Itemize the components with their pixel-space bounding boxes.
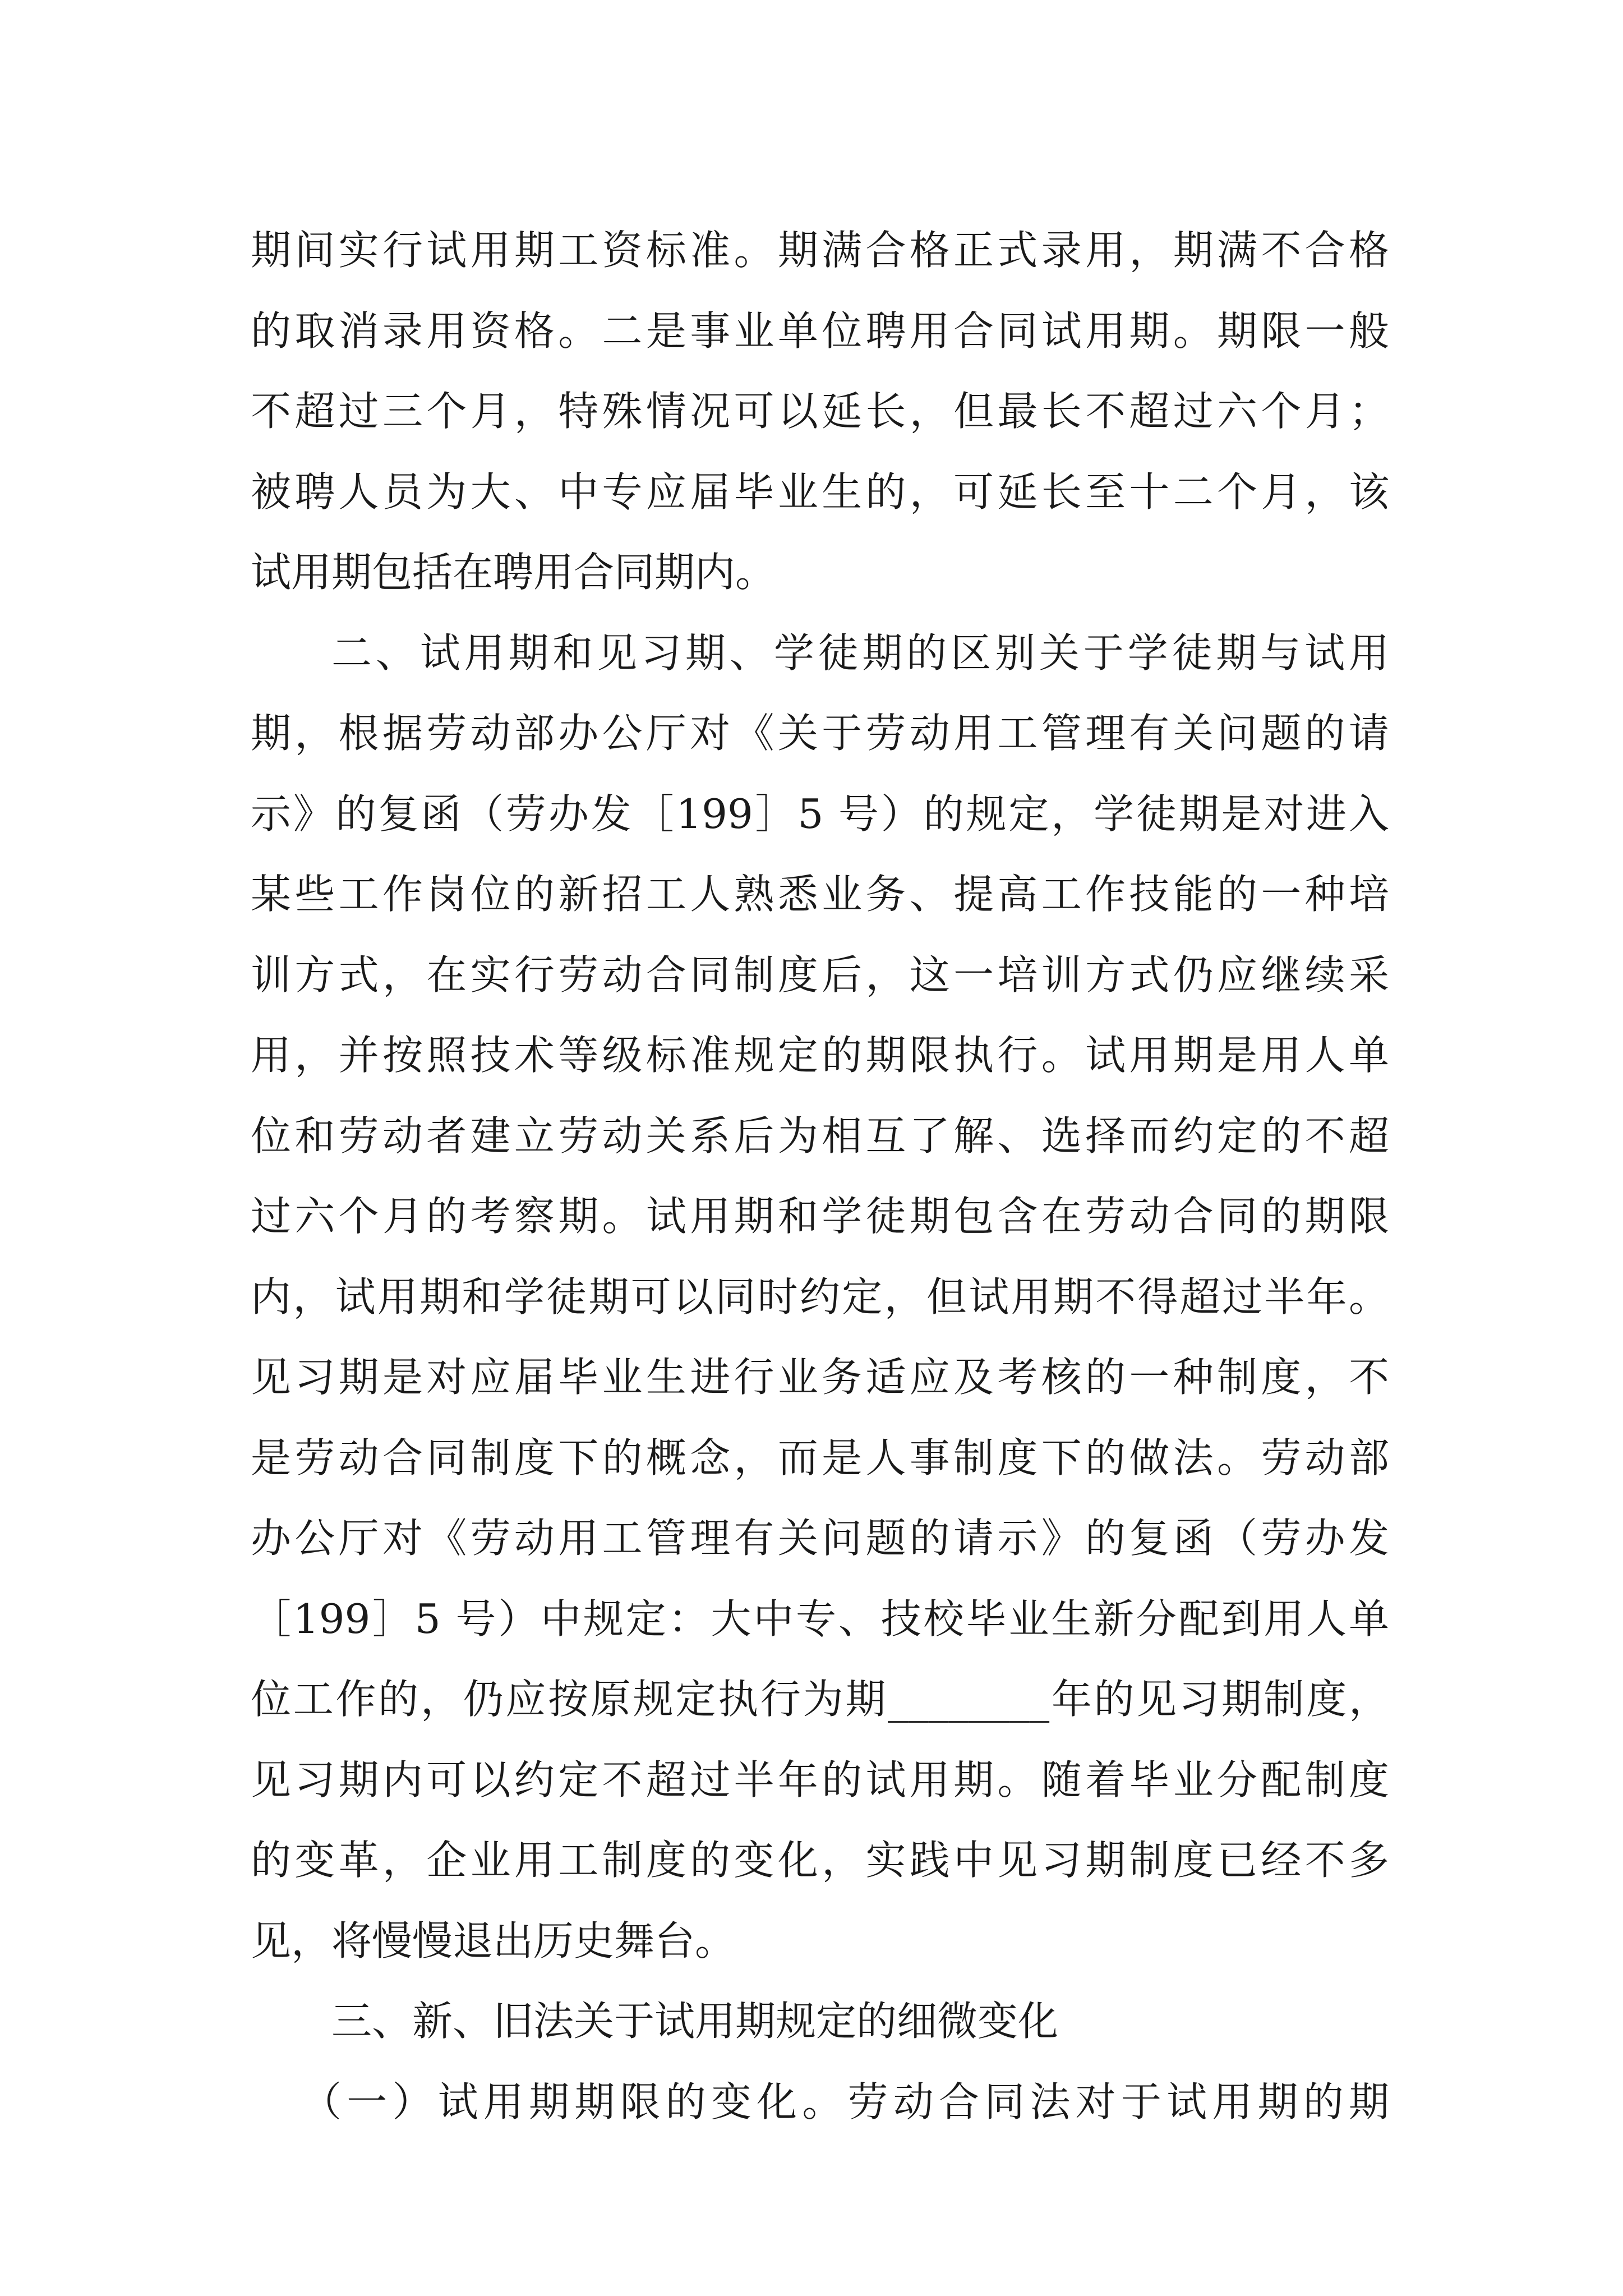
text-line: 训方式，在实行劳动合同制度后，这一培训方式仍应继续采 — [251, 951, 1389, 999]
text-line: 见习期内可以约定不超过半年的试用期。随着毕业分配制度 — [251, 1756, 1389, 1803]
text-line: 的取消录用资格。二是事业单位聘用合同试用期。期限一般 — [251, 307, 1389, 355]
text-line: 的变革，企业用工制度的变化，实践中见习期制度已经不多 — [251, 1837, 1389, 1884]
text-line: 位工作的，仍应按原规定执行为期________年的见习期制度， — [251, 1676, 1389, 1723]
text-line: 位和劳动者建立劳动关系后为相互了解、选择而约定的不超 — [251, 1112, 1389, 1159]
text-line: 试用期包括在聘用合同期内。 — [251, 549, 776, 596]
text-line: 内，试用期和学徒期可以同时约定，但试用期不得超过半年。 — [251, 1273, 1389, 1320]
text-line: 见，将慢慢退出历史舞台。 — [251, 1917, 736, 1964]
section-heading: 三、新、旧法关于试用期规定的细微变化 — [331, 1998, 1059, 2045]
text-line: 见习期是对应届毕业生进行业务适应及考核的一种制度，不 — [251, 1354, 1389, 1401]
text-line: 某些工作岗位的新招工人熟悉业务、提高工作技能的一种培 — [251, 871, 1389, 918]
text-line: 期，根据劳动部办公厅对《关于劳动用工管理有关问题的请 — [251, 710, 1389, 757]
text-line: 用，并按照技术等级标准规定的期限执行。试用期是用人单 — [251, 1032, 1389, 1079]
text-line: 过六个月的考察期。试用期和学徒期包含在劳动合同的期限 — [251, 1193, 1389, 1240]
text-line: （一）试用期期限的变化。劳动合同法对于试用期的期 — [301, 2078, 1389, 2125]
text-line: 期间实行试用期工资标准。期满合格正式录用，期满不合格 — [251, 227, 1389, 274]
text-line: 不超过三个月，特殊情况可以延长，但最长不超过六个月； — [251, 388, 1389, 435]
text-line: 示》的复函（劳办发［199］5 号）的规定，学徒期是对进入 — [251, 790, 1389, 838]
text-line: 是劳动合同制度下的概念，而是人事制度下的做法。劳动部 — [251, 1434, 1389, 1481]
text-line: 办公厅对《劳动用工管理有关问题的请示》的复函（劳办发 — [251, 1515, 1389, 1562]
text-line: 二、试用期和见习期、学徒期的区别关于学徒期与试用 — [331, 629, 1389, 677]
text-line: 被聘人员为大、中专应届毕业生的，可延长至十二个月，该 — [251, 468, 1389, 516]
body-text — [251, 210, 1389, 2142]
text-line: ［199］5 号）中规定：大中专、技校毕业生新分配到用人单 — [251, 1595, 1389, 1642]
